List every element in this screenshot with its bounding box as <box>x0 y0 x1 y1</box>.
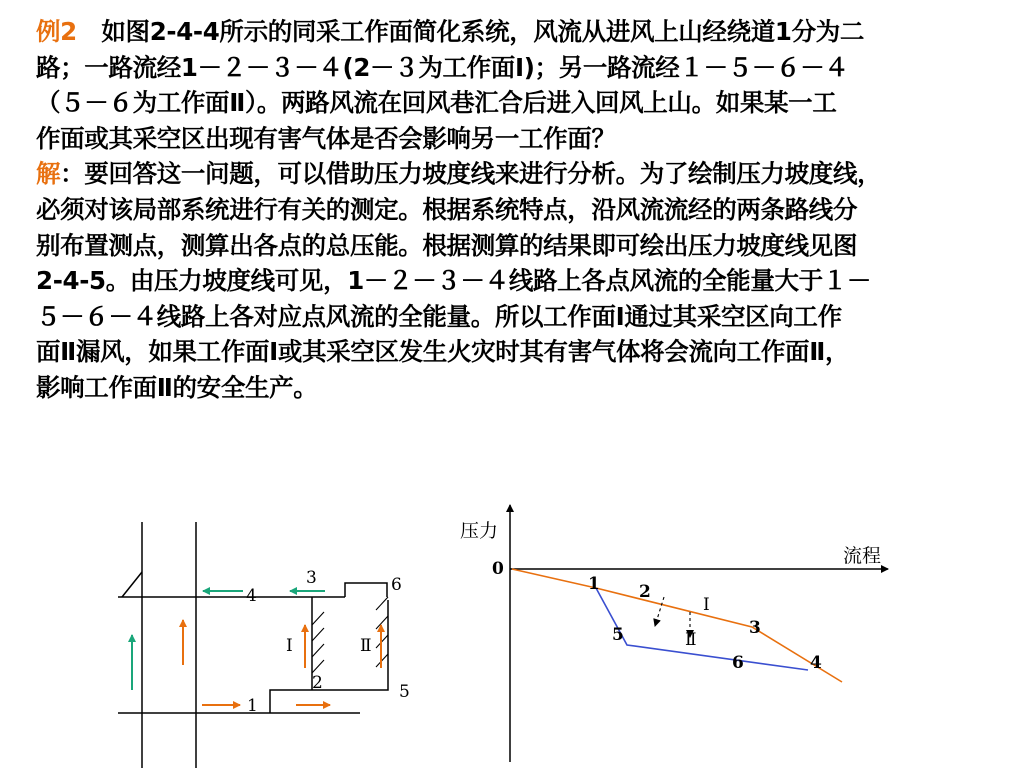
gradient-point-3: 3 <box>749 618 761 638</box>
gradient-point-2: 2 <box>639 582 651 602</box>
example-line-2: 路；一路流经1－２－３－４(2－３为工作面Ⅰ)；另一路流经１－５－６－４ <box>36 52 849 82</box>
solution-line-4: 2-4-5。由压力坡度线可见，1－２－３－４线路上各点风流的全能量大于１－ <box>36 266 872 296</box>
schematic-point-1: 1 <box>247 696 258 716</box>
ventilation-schematic <box>118 522 388 768</box>
goaf-hatching <box>312 597 388 673</box>
example-text-1: 如图2-4-4所示的同采工作面简化系统，风流从进风上山经绕道1分为二 <box>101 17 865 46</box>
gradient-point-6: 6 <box>732 653 744 673</box>
origin-label: 0 <box>492 559 504 579</box>
schematic-face-1: Ⅰ <box>286 636 293 656</box>
schematic-point-5: 5 <box>399 682 410 702</box>
gradient-face-1: Ⅰ <box>703 595 710 615</box>
schematic-point-2: 2 <box>312 673 323 693</box>
schematic-point-4: 4 <box>246 586 257 606</box>
bypass-corner <box>270 600 388 713</box>
solution-line-2: 必须对该局部系统进行有关的测定。根据系统特点，沿风流流经的两条路线分 <box>36 194 858 224</box>
solution-line-7: 影响工作面Ⅱ的安全生产。 <box>36 372 318 402</box>
left-bend <box>122 572 142 597</box>
example-line-4: 作面或其采空区出现有害气体是否会影响另一工作面？ <box>36 123 616 153</box>
x-axis-label: 流程 <box>843 546 882 567</box>
gradient-face-2: Ⅱ <box>685 630 697 650</box>
solution-line-6: 面Ⅱ漏风，如果工作面Ⅰ或其采空区发生火灾时其有害气体将会流向工作面Ⅱ， <box>36 337 850 367</box>
gradient-point-4: 4 <box>810 653 822 673</box>
gradient-axis-labels <box>460 520 881 567</box>
solution-line-5: ５－６－４线路上各对应点风流的全能量。所以工作面Ⅰ通过其采空区向工作 <box>36 301 842 331</box>
schematic-face-2: Ⅱ <box>360 636 372 656</box>
solution-label: 解 <box>36 159 61 189</box>
airflow-arrows <box>132 591 381 705</box>
solution-text-1: ：要回答这一问题，可以借助压力坡度线来进行分析。为了绘制压力坡度线， <box>60 159 882 189</box>
example-label: 例2 <box>36 17 77 46</box>
pressure-gradient-diagram <box>510 505 888 762</box>
blue-path-1-5-6-4 <box>596 588 808 670</box>
example-line-3: （５－６为工作面Ⅱ）。两路风流在回风巷汇合后进入回风上山。如果某一工 <box>36 88 837 118</box>
leakage-arrow-2 <box>655 597 664 626</box>
orange-path-1-2-3-4 <box>512 569 842 682</box>
schematic-point-3: 3 <box>306 568 317 588</box>
face2-top-corner <box>345 583 387 597</box>
solution-line-3: 别布置测点，测算出各点的总压能。根据测算的结果即可绘出压力坡度线见图 <box>36 230 858 260</box>
schematic-point-6: 6 <box>391 575 402 595</box>
gradient-point-1: 1 <box>588 574 600 594</box>
y-axis-label: 压力 <box>460 521 499 542</box>
gradient-point-5: 5 <box>612 625 624 645</box>
